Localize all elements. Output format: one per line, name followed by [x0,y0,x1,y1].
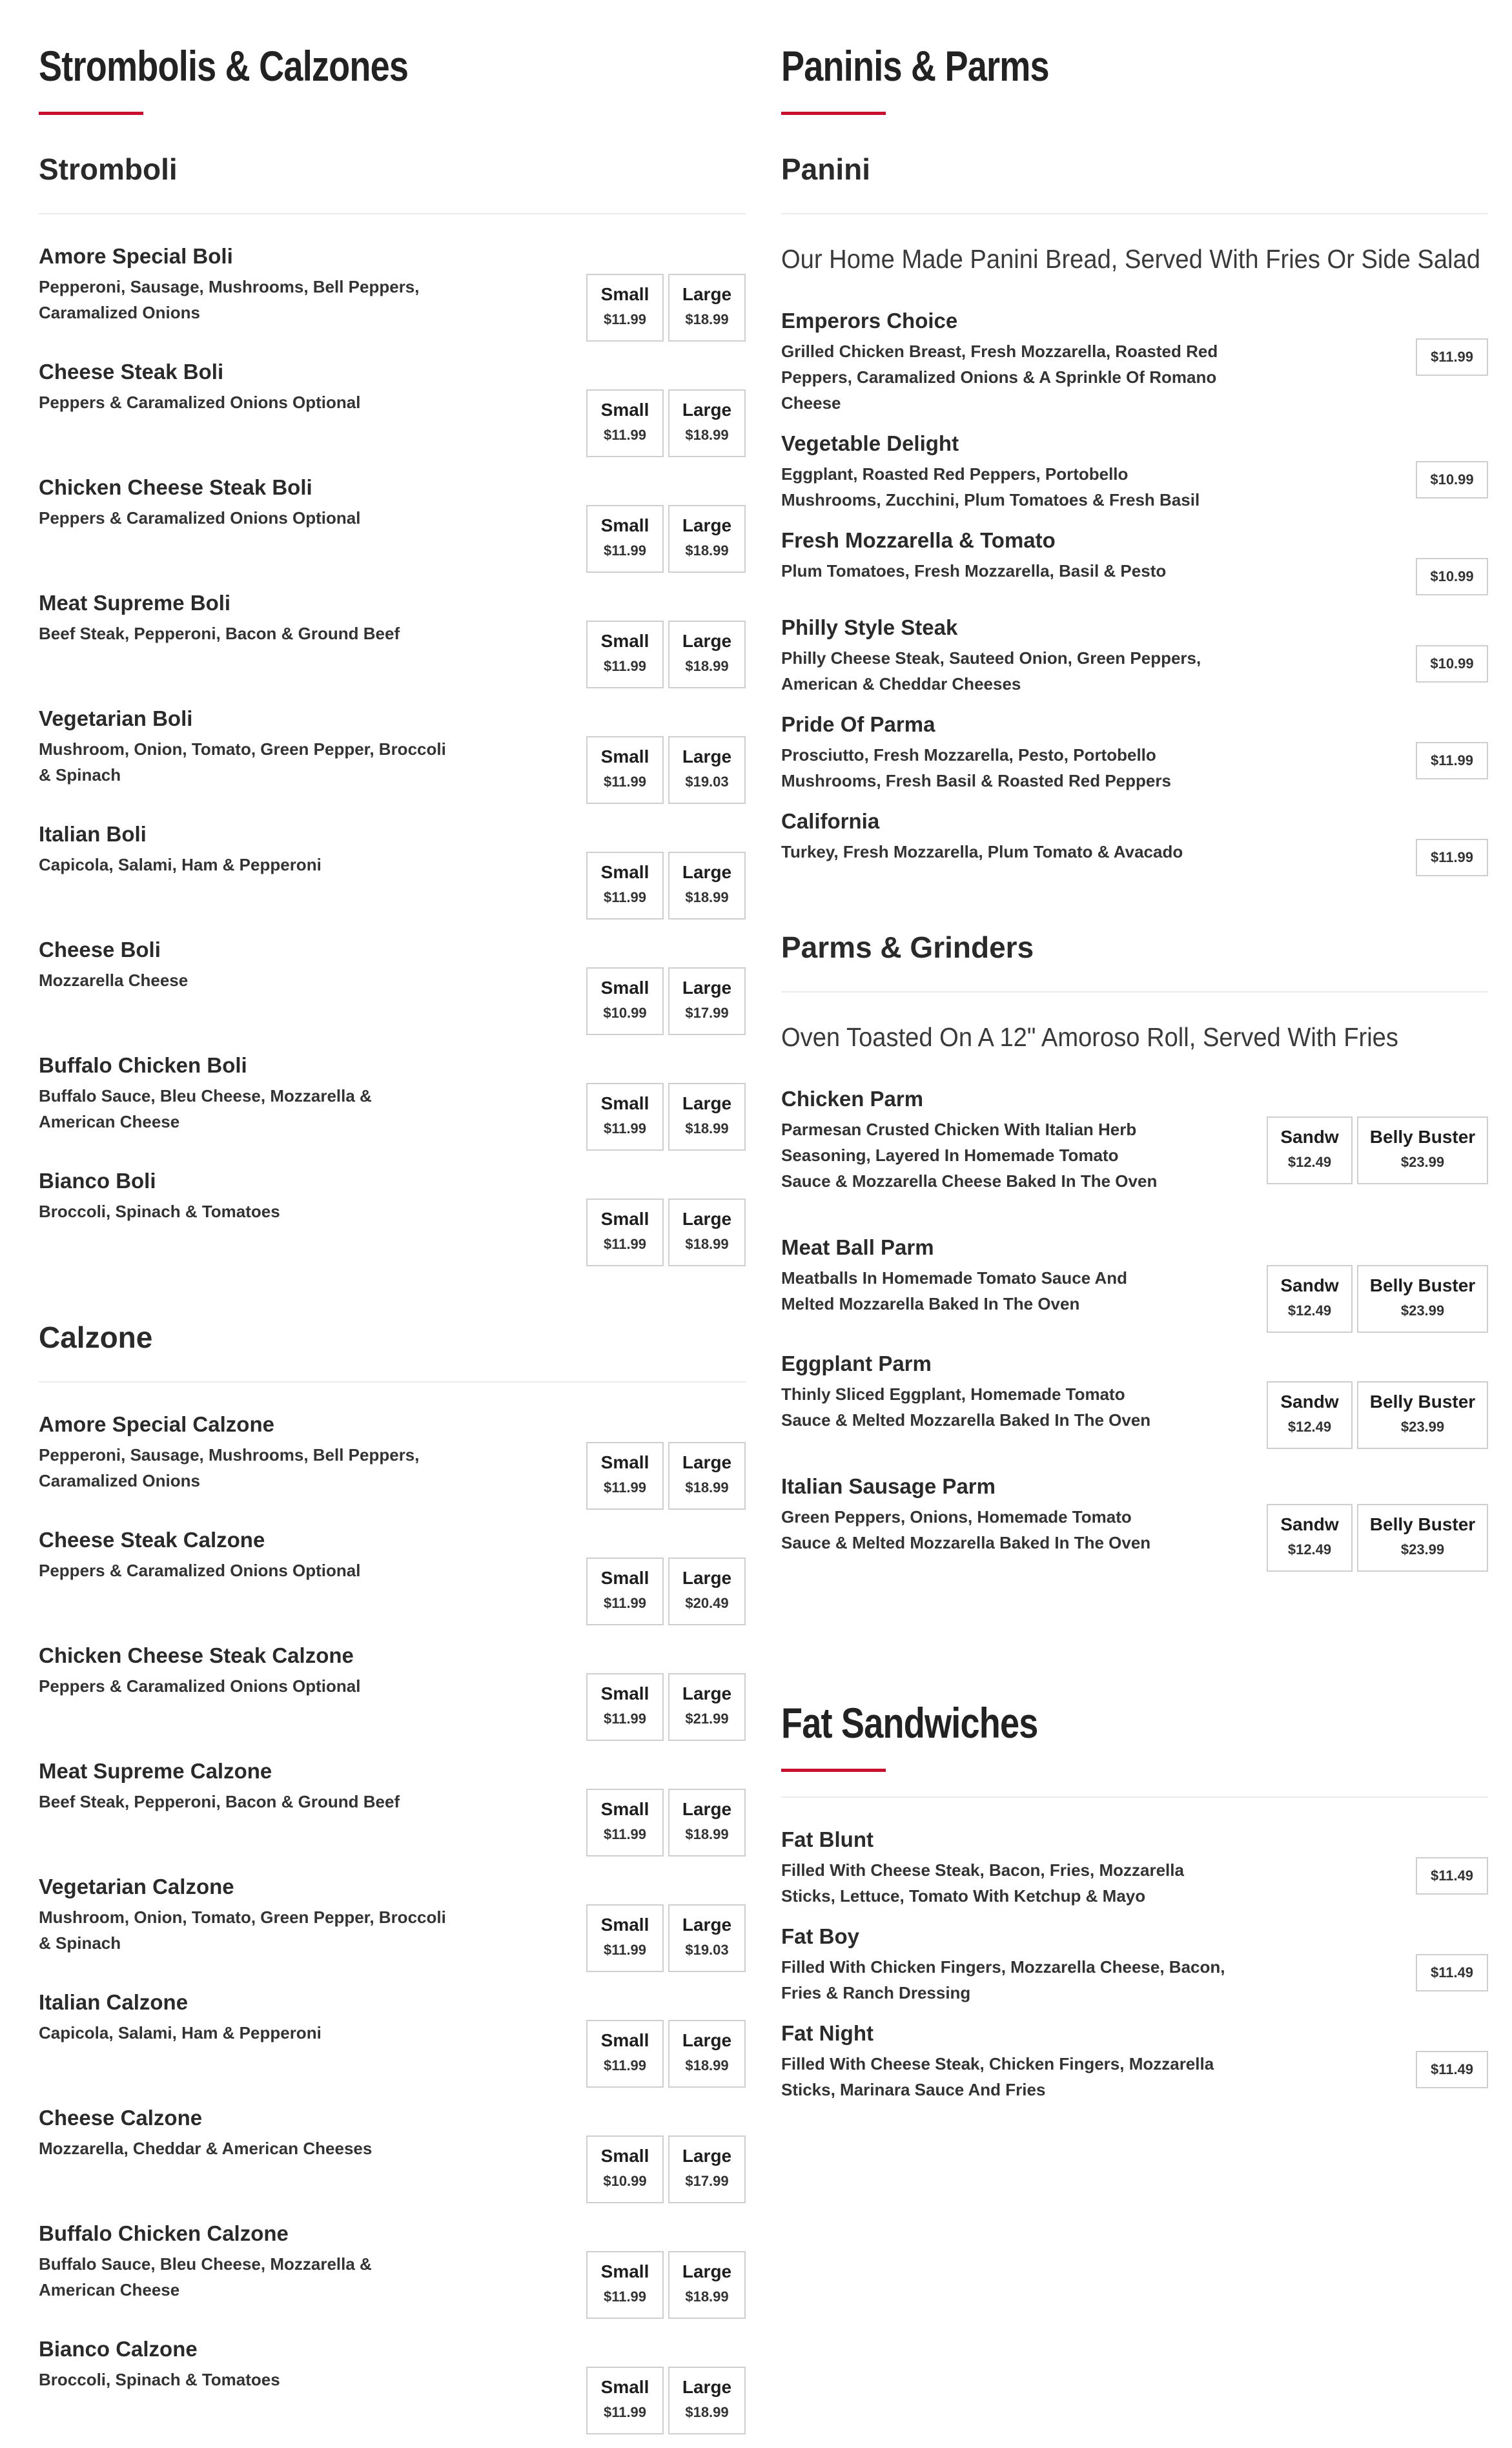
price-size-label: Small [600,2030,649,2050]
price-option-1-button[interactable] [586,1198,664,1266]
price-size-label: Small [600,978,649,998]
price-option-1-button[interactable] [586,736,664,804]
item-name: Cheese Boli [39,938,161,962]
item-name: Italian Sausage Parm [781,1474,996,1498]
price-size-label: Small [600,1799,649,1819]
item-name: Italian Boli [39,822,147,846]
item-name: Cheese Calzone [39,2106,203,2130]
price-value: $18.99 [685,889,729,905]
item-description: Meatballs In Homemade Tomato Sauce And Melted Mozzarella Baked In The Oven [781,1268,1127,1313]
price-size-label: Large [682,2146,732,2166]
price-option-2-button[interactable] [668,505,746,573]
price-value: $18.99 [685,427,729,443]
price-value: $11.99 [603,2404,647,2420]
item-description: Mushroom, Onion, Tomato, Green Pepper, Broccoli & Spinach [39,739,446,785]
price-value: $20.49 [685,1595,729,1611]
price-option-2-button[interactable] [668,2251,746,2319]
price-button[interactable]: $11.49 [1416,2051,1488,2088]
price-size-label: Small [600,1568,649,1588]
price-size-label: Small [600,515,649,535]
price-size-label: Small [600,2261,649,2281]
item-name: Bianco Boli [39,1169,156,1193]
price-option-1-button[interactable] [586,1442,664,1510]
price-value: $11.99 [603,1942,647,1958]
price-option-2-button[interactable] [668,2367,746,2434]
item-name: Emperors Choice [781,309,958,333]
item-name: Pride Of Parma [781,712,935,736]
price-option-1-button[interactable] [586,967,664,1035]
item-description: Mozzarella, Cheddar & American Cheeses [39,2139,373,2158]
item-name: Buffalo Chicken Calzone [39,2221,289,2245]
price-size-label: Small [600,746,649,766]
price-button[interactable]: $11.99 [1416,338,1488,376]
item-description: Mozzarella Cheese [39,971,189,990]
price-size-label: Large [682,978,732,998]
item-name: Buffalo Chicken Boli [39,1053,247,1077]
item-description: Buffalo Sauce, Bleu Cheese, Mozzarella & American Cheese [39,1086,372,1131]
price-value: $18.99 [685,2289,729,2305]
price-value: $18.99 [685,2057,729,2073]
price-size-label: Large [682,1093,732,1113]
price-value: $11.99 [603,542,647,559]
price-value: $21.99 [685,1711,729,1727]
price-value: $12.49 [1287,1154,1332,1170]
item-description: Filled With Cheese Steak, Chicken Fingers, Mozzarella Sticks, Marinara Sauce And Fries [781,2054,1214,2099]
item-name: Vegetarian Calzone [39,1875,234,1898]
item-description: Beef Steak, Pepperoni, Bacon & Ground Beef [39,1792,400,1811]
price-option-2-button[interactable] [668,1904,746,1972]
divider [781,991,1488,993]
price-value: $23.99 [1400,1302,1445,1319]
price-option-1-button[interactable] [586,852,664,920]
price-option-2-button[interactable] [668,621,746,688]
price-size-label: Sandw [1280,1127,1339,1147]
title-underline [781,112,886,115]
price-option-1-button[interactable] [586,505,664,573]
item-name: Vegetarian Boli [39,706,193,730]
price-size-label: Belly Buster [1369,1127,1476,1147]
price-value: $11.99 [603,311,647,327]
price-size-label: Small [600,862,649,882]
price-option-2-button[interactable] [668,2020,746,2088]
price-size-label: Large [682,862,732,882]
price-size-label: Large [682,400,732,420]
price-size-label: Small [600,2377,649,2397]
price-size-label: Belly Buster [1369,1275,1476,1295]
price-size-label: Belly Buster [1369,1514,1476,1534]
section-title-fat-sandwiches: Fat Sandwiches [781,1699,1038,1747]
price-size-label: Large [682,2377,732,2397]
price-value: $10.99 [603,2173,647,2189]
price-size-label: Small [600,1915,649,1935]
item-name: Meat Ball Parm [781,1235,934,1259]
price-value: $12.49 [1287,1419,1332,1435]
item-description: Turkey, Fresh Mozzarella, Plum Tomato & Avacado [781,842,1183,861]
price-size-label: Sandw [1280,1275,1339,1295]
price-value: $12.49 [1287,1541,1332,1558]
item-description: Broccoli, Spinach & Tomatoes [39,2370,280,2389]
price-size-label: Large [682,631,732,651]
price-button[interactable]: $11.49 [1416,1954,1488,1991]
price-size-label: Small [600,284,649,304]
price-option-1-button[interactable] [586,1789,664,1857]
price-option-1-button[interactable] [586,389,664,457]
price-value: $18.99 [685,2404,729,2420]
item-name: Chicken Parm [781,1087,924,1111]
price-value: $11.99 [603,2289,647,2305]
price-option-2-button[interactable] [1357,1381,1488,1449]
item-description: Philly Cheese Steak, Sauteed Onion, Green Peppers, American & Cheddar Cheeses [781,648,1201,694]
price-size-label: Small [600,1452,649,1472]
price-value: $17.99 [685,1005,729,1021]
price-value: $11.99 [603,1595,647,1611]
price-option-1-button[interactable] [586,274,664,342]
title-underline [781,1769,886,1772]
price-option-2-button[interactable] [668,852,746,920]
item-description: Filled With Cheese Steak, Bacon, Fries, Mozzarella Sticks, Lettuce, Tomato With Ketchup & Mayo [781,1860,1184,1906]
price-size-label: Large [682,1915,732,1935]
price-size-label: Large [682,2030,732,2050]
price-option-2-button[interactable] [668,1558,746,1625]
price-size-label: Large [682,1799,732,1819]
price-value: $11.99 [603,889,647,905]
price-value: $11.99 [603,1826,647,1842]
price-option-1-button[interactable] [586,2020,664,2088]
subheading-parms: Parms & Grinders [781,931,1034,964]
price-value: $11.99 [603,1236,647,1252]
item-name: Chicken Cheese Steak Boli [39,475,312,499]
price-size-label: Belly Buster [1369,1392,1476,1412]
price-option-1-button[interactable] [586,2367,664,2434]
price-option-2-button[interactable] [668,389,746,457]
price-value: $11.99 [603,658,647,674]
item-name: Amore Special Calzone [39,1412,274,1436]
price-size-label: Small [600,1209,649,1229]
item-name: Chicken Cheese Steak Calzone [39,1643,354,1667]
price-option-1-button[interactable] [1267,1381,1353,1449]
item-description: Capicola, Salami, Ham & Pepperoni [39,855,322,874]
price-size-label: Small [600,2146,649,2166]
item-name: Cheese Steak Calzone [39,1528,265,1552]
item-description: Grilled Chicken Breast, Fresh Mozzarella, Roasted Red Peppers, Caramalized Onions & A Sprinkle Of Romano Cheese [781,342,1218,413]
item-name: Vegetable Delight [781,431,959,455]
price-option-1-button[interactable] [1267,1116,1353,1184]
item-name: Philly Style Steak [781,615,958,639]
price-button[interactable]: $10.99 [1416,461,1488,499]
price-value: $18.99 [685,1826,729,1842]
item-description: Prosciutto, Fresh Mozzarella, Pesto, Portobello Mushrooms, Fresh Basil & Roasted Red Peppers [781,745,1171,790]
item-name: Cheese Steak Boli [39,360,224,384]
divider [39,213,746,214]
price-value: $19.03 [685,1942,729,1958]
item-name: California [781,809,880,833]
section-title-strombolis: Strombolis & Calzones [39,42,409,90]
price-value: $23.99 [1400,1419,1445,1435]
item-name: Italian Calzone [39,1990,189,2014]
price-option-2-button[interactable] [668,1673,746,1741]
price-size-label: Large [682,515,732,535]
price-size-label: Large [682,1568,732,1588]
price-option-1-button[interactable] [586,1673,664,1741]
item-description: Mushroom, Onion, Tomato, Green Pepper, Broccoli & Spinach [39,1908,446,1953]
item-description: Peppers & Caramalized Onions Optional [39,508,361,528]
item-description: Green Peppers, Onions, Homemade Tomato Sauce & Melted Mozzarella Baked In The Oven [781,1507,1151,1552]
item-description: Peppers & Caramalized Onions Optional [39,393,361,412]
price-value: $18.99 [685,1479,729,1496]
price-value: $17.99 [685,2173,729,2189]
price-option-1-button[interactable] [586,1558,664,1625]
item-name: Fat Blunt [781,1827,873,1851]
price-value: $18.99 [685,1236,729,1252]
price-value: $18.99 [685,542,729,559]
section-title-paninis: Paninis & Parms [781,42,1049,90]
price-size-label: Large [682,284,732,304]
parms-intro: Oven Toasted On A 12" Amoroso Roll, Served With Fries [781,1022,1398,1052]
price-option-1-button[interactable] [1267,1265,1353,1333]
price-value: $23.99 [1400,1541,1445,1558]
price-size-label: Large [682,746,732,766]
price-value: $12.49 [1287,1302,1332,1319]
price-size-label: Large [682,2261,732,2281]
price-button[interactable]: $11.49 [1416,1857,1488,1895]
price-value: $18.99 [685,1120,729,1137]
price-option-2-button[interactable] [668,967,746,1035]
panini-intro: Our Home Made Panini Bread, Served With Fries Or Side Salad [781,244,1480,274]
price-size-label: Small [600,631,649,651]
price-option-1-button[interactable] [586,2135,664,2203]
item-description: Pepperoni, Sausage, Mushrooms, Bell Peppers, Caramalized Onions [39,1445,420,1490]
divider [781,1796,1488,1798]
price-value: $10.99 [603,1005,647,1021]
item-name: Fat Boy [781,1924,860,1948]
item-description: Broccoli, Spinach & Tomatoes [39,1202,280,1221]
price-size-label: Sandw [1280,1392,1339,1412]
price-value: $18.99 [685,658,729,674]
item-description: Eggplant, Roasted Red Peppers, Portobello Mushrooms, Zucchini, Plum Tomatoes & Fresh Basil [781,464,1200,509]
price-value: $23.99 [1400,1154,1445,1170]
price-value: $11.99 [603,1711,647,1727]
price-value: $11.99 [603,2057,647,2073]
price-value: $11.99 [603,1120,647,1137]
item-name: Eggplant Parm [781,1352,932,1375]
item-description: Peppers & Caramalized Onions Optional [39,1676,361,1696]
price-option-2-button[interactable] [1357,1265,1488,1333]
price-value: $11.99 [603,427,647,443]
price-option-2-button[interactable] [1357,1116,1488,1184]
price-option-1-button[interactable] [586,1083,664,1151]
price-option-2-button[interactable] [668,1083,746,1151]
item-name: Fresh Mozzarella & Tomato [781,528,1056,552]
price-value: $18.99 [685,311,729,327]
item-description: Peppers & Caramalized Onions Optional [39,1561,361,1580]
subheading-stromboli: Stromboli [39,152,178,186]
price-size-label: Large [682,1209,732,1229]
price-option-1-button[interactable] [586,621,664,688]
subheading-calzone: Calzone [39,1321,153,1354]
price-value: $11.99 [603,1479,647,1496]
price-option-2-button[interactable] [668,1198,746,1266]
price-option-1-button[interactable] [586,1904,664,1972]
title-underline [39,112,143,115]
item-name: Amore Special Boli [39,244,233,268]
item-name: Meat Supreme Calzone [39,1759,272,1783]
price-option-2-button[interactable] [668,2135,746,2203]
price-option-2-button[interactable] [668,736,746,804]
price-value: $19.03 [685,774,729,790]
item-description: Buffalo Sauce, Bleu Cheese, Mozzarella & American Cheese [39,2254,372,2299]
price-size-label: Sandw [1280,1514,1339,1534]
item-description: Pepperoni, Sausage, Mushrooms, Bell Peppers, Caramalized Onions [39,277,420,322]
price-option-2-button[interactable] [1357,1504,1488,1572]
price-size-label: Large [682,1452,732,1472]
item-description: Filled With Chicken Fingers, Mozzarella Cheese, Bacon, Fries & Ranch Dressing [781,1957,1225,2002]
price-size-label: Small [600,1683,649,1703]
price-option-2-button[interactable] [668,1789,746,1857]
item-description: Capicola, Salami, Ham & Pepperoni [39,2023,322,2042]
price-size-label: Small [600,400,649,420]
price-size-label: Small [600,1093,649,1113]
item-description: Plum Tomatoes, Fresh Mozzarella, Basil & Pesto [781,561,1167,581]
price-button[interactable]: $11.99 [1416,742,1488,779]
price-option-2-button[interactable] [668,1442,746,1510]
price-size-label: Large [682,1683,732,1703]
price-button[interactable]: $10.99 [1416,558,1488,595]
item-name: Fat Night [781,2021,873,2045]
item-name: Meat Supreme Boli [39,591,231,615]
divider [781,213,1488,214]
subheading-panini: Panini [781,152,871,186]
item-description: Beef Steak, Pepperoni, Bacon & Ground Beef [39,624,400,643]
price-button[interactable]: $10.99 [1416,645,1488,683]
item-name: Bianco Calzone [39,2337,198,2361]
price-option-1-button[interactable] [1267,1504,1353,1572]
price-option-2-button[interactable] [668,274,746,342]
price-value: $11.99 [603,774,647,790]
divider [39,1381,746,1383]
price-button[interactable]: $11.99 [1416,839,1488,876]
price-option-1-button[interactable] [586,2251,664,2319]
item-description: Thinly Sliced Eggplant, Homemade Tomato Sauce & Melted Mozzarella Baked In The Oven [781,1384,1151,1430]
item-description: Parmesan Crusted Chicken With Italian Herb Seasoning, Layered In Homemade Tomato Sauce & Mozzarella Cheese Baked In The Oven [781,1120,1158,1191]
